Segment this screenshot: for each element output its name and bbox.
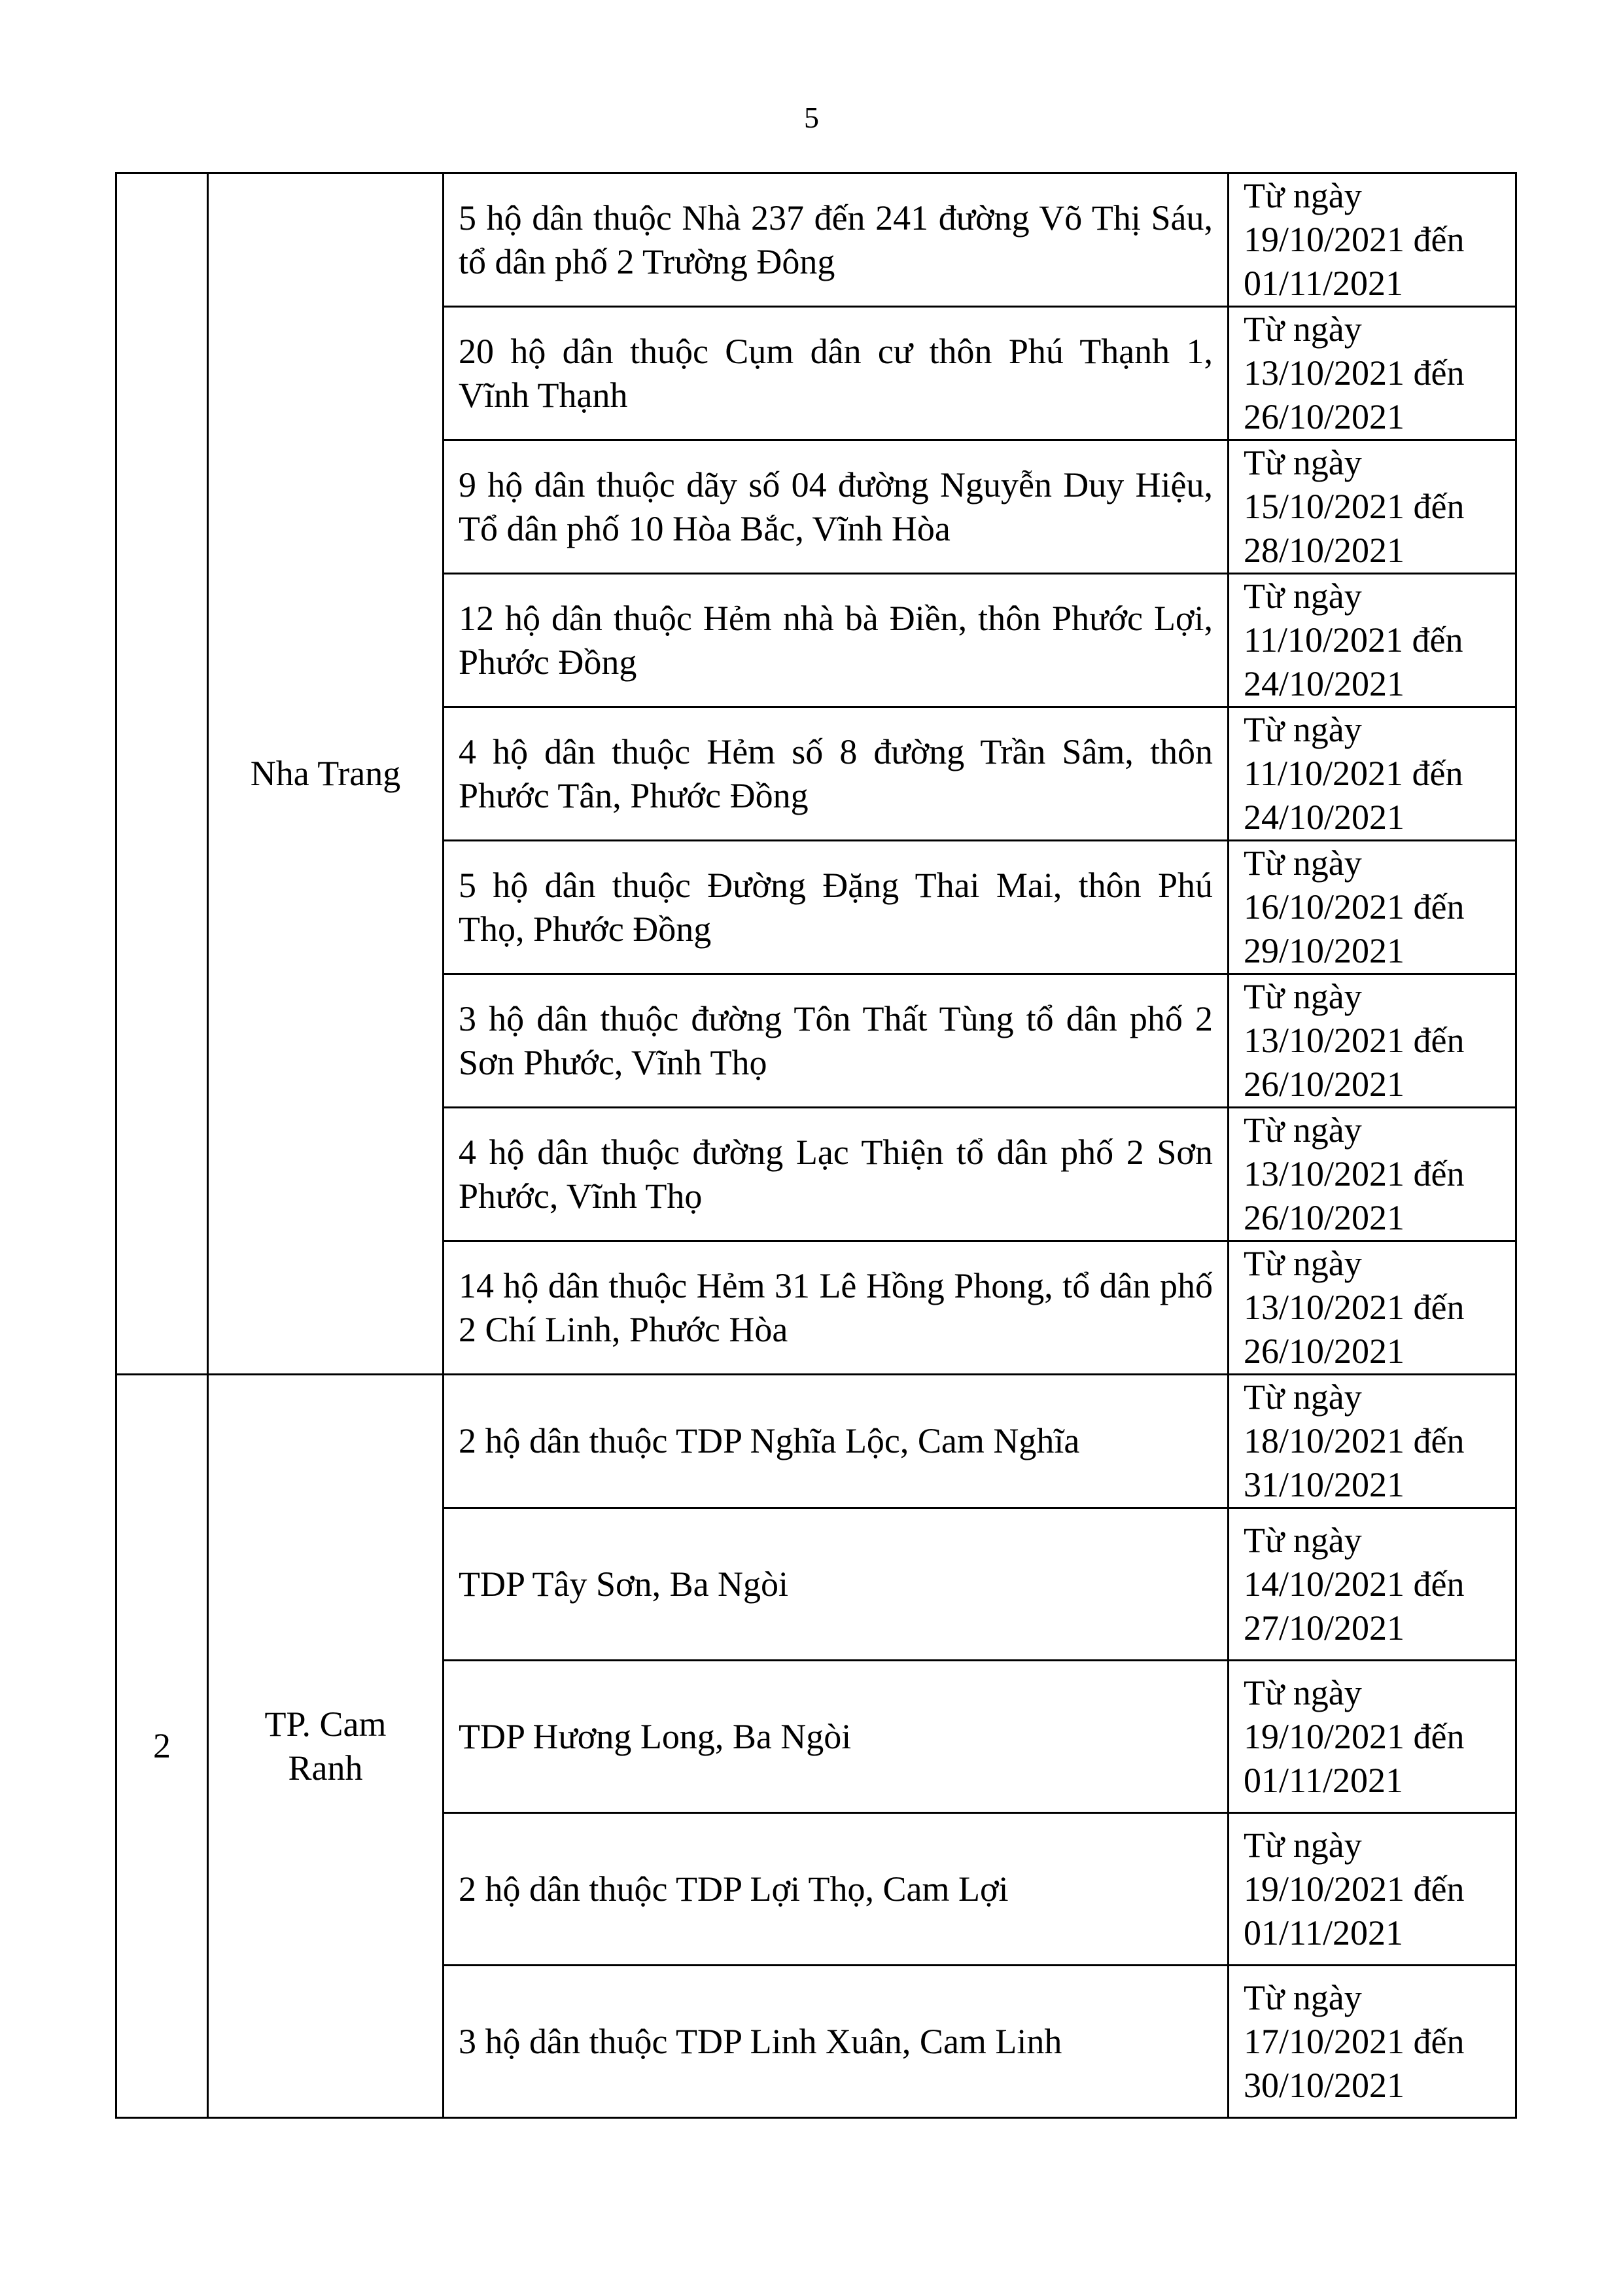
description-cell: 5 hộ dân thuộc Nhà 237 đến 241 đường Võ Thị Sáu, tổ dân phố 2 Trường Đông [444,173,1229,307]
period-cell [1229,1813,1516,1966]
period-to: 31/10/2021 [1244,1465,1405,1504]
period-prefix: Từ ngày [1244,176,1362,215]
period-from: 18/10/2021 đến [1244,1421,1465,1460]
period-to: 26/10/2021 [1244,1065,1405,1104]
table-body [116,173,1516,2118]
period-cell [1229,841,1516,974]
period-from: 13/10/2021 đến [1244,1021,1465,1060]
page-number: 5 [804,101,819,134]
period-from: 11/10/2021 đến [1244,620,1463,660]
description-cell: 12 hộ dân thuộc Hẻm nhà bà Điền, thôn Phước Lợi, Phước Đồng [444,574,1229,707]
period-to: 26/10/2021 [1244,397,1405,436]
period-prefix: Từ ngày [1244,843,1362,883]
period-to: 26/10/2021 [1244,1332,1405,1371]
period-prefix: Từ ngày [1244,1377,1362,1417]
period-to: 01/11/2021 [1244,1760,1404,1800]
description-cell: 4 hộ dân thuộc đường Lạc Thiện tổ dân phố 2 Sơn Phước, Vĩnh Thọ [444,1108,1229,1241]
period-from: 19/10/2021 đến [1244,1869,1465,1909]
description-cell: 14 hộ dân thuộc Hẻm 31 Lê Hồng Phong, tổ dân phố 2 Chí Linh, Phước Hòa [444,1241,1229,1375]
description-cell: 3 hộ dân thuộc TDP Linh Xuân, Cam Linh [444,1966,1229,2118]
location-cell: TP. Cam Ranh [208,1375,444,2118]
period-cell [1229,707,1516,841]
period-prefix: Từ ngày [1244,1825,1362,1865]
description-cell: 2 hộ dân thuộc TDP Nghĩa Lộc, Cam Nghĩa [444,1375,1229,1508]
period-to: 24/10/2021 [1244,798,1405,837]
table-row [116,173,1516,307]
period-from: 13/10/2021 đến [1244,353,1465,393]
group-number-cell: 2 [116,1375,208,2118]
description-cell: 5 hộ dân thuộc Đường Đặng Thai Mai, thôn Phú Thọ, Phước Đồng [444,841,1229,974]
period-from: 19/10/2021 đến [1244,1716,1465,1756]
period-cell [1229,307,1516,440]
period-from: 11/10/2021 đến [1244,754,1463,793]
period-prefix: Từ ngày [1244,443,1362,482]
period-to: 28/10/2021 [1244,531,1405,570]
period-prefix: Từ ngày [1244,710,1362,749]
description-cell: 2 hộ dân thuộc TDP Lợi Thọ, Cam Lợi [444,1813,1229,1966]
description-cell: TDP Tây Sơn, Ba Ngòi [444,1508,1229,1661]
period-cell [1229,1241,1516,1375]
period-cell [1229,173,1516,307]
period-cell [1229,1966,1516,2118]
period-from: 14/10/2021 đến [1244,1564,1465,1604]
description-cell: TDP Hương Long, Ba Ngòi [444,1661,1229,1813]
period-cell [1229,1661,1516,1813]
period-prefix: Từ ngày [1244,1520,1362,1560]
period-prefix: Từ ngày [1244,977,1362,1016]
period-cell [1229,574,1516,707]
group-number-cell [116,173,208,1375]
period-prefix: Từ ngày [1244,1977,1362,2017]
period-from: 13/10/2021 đến [1244,1288,1465,1327]
period-cell [1229,1508,1516,1661]
period-to: 26/10/2021 [1244,1198,1405,1237]
period-to: 30/10/2021 [1244,2065,1405,2105]
quarantine-area-table [115,172,1517,2119]
period-from: 17/10/2021 đến [1244,2021,1465,2061]
period-to: 29/10/2021 [1244,931,1405,970]
description-cell: 20 hộ dân thuộc Cụm dân cư thôn Phú Thạnh 1, Vĩnh Thạnh [444,307,1229,440]
period-to: 27/10/2021 [1244,1608,1405,1648]
period-prefix: Từ ngày [1244,576,1362,616]
period-to: 01/11/2021 [1244,264,1404,303]
period-cell [1229,440,1516,574]
table-row [116,1375,1516,1508]
period-from: 16/10/2021 đến [1244,887,1465,927]
period-from: 13/10/2021 đến [1244,1154,1465,1193]
period-from: 15/10/2021 đến [1244,487,1465,526]
description-cell: 4 hộ dân thuộc Hẻm số 8 đường Trần Sâm, thôn Phước Tân, Phước Đồng [444,707,1229,841]
period-cell [1229,1108,1516,1241]
location-cell: Nha Trang [208,173,444,1375]
period-prefix: Từ ngày [1244,1672,1362,1712]
period-to: 24/10/2021 [1244,664,1405,703]
description-cell: 3 hộ dân thuộc đường Tôn Thất Tùng tổ dân phố 2 Sơn Phước, Vĩnh Thọ [444,974,1229,1108]
period-to: 01/11/2021 [1244,1913,1404,1952]
description-cell: 9 hộ dân thuộc dãy số 04 đường Nguyễn Duy Hiệu, Tổ dân phố 10 Hòa Bắc, Vĩnh Hòa [444,440,1229,574]
period-prefix: Từ ngày [1244,1110,1362,1150]
period-from: 19/10/2021 đến [1244,220,1465,259]
period-prefix: Từ ngày [1244,309,1362,349]
period-cell [1229,974,1516,1108]
period-cell [1229,1375,1516,1508]
period-prefix: Từ ngày [1244,1244,1362,1283]
